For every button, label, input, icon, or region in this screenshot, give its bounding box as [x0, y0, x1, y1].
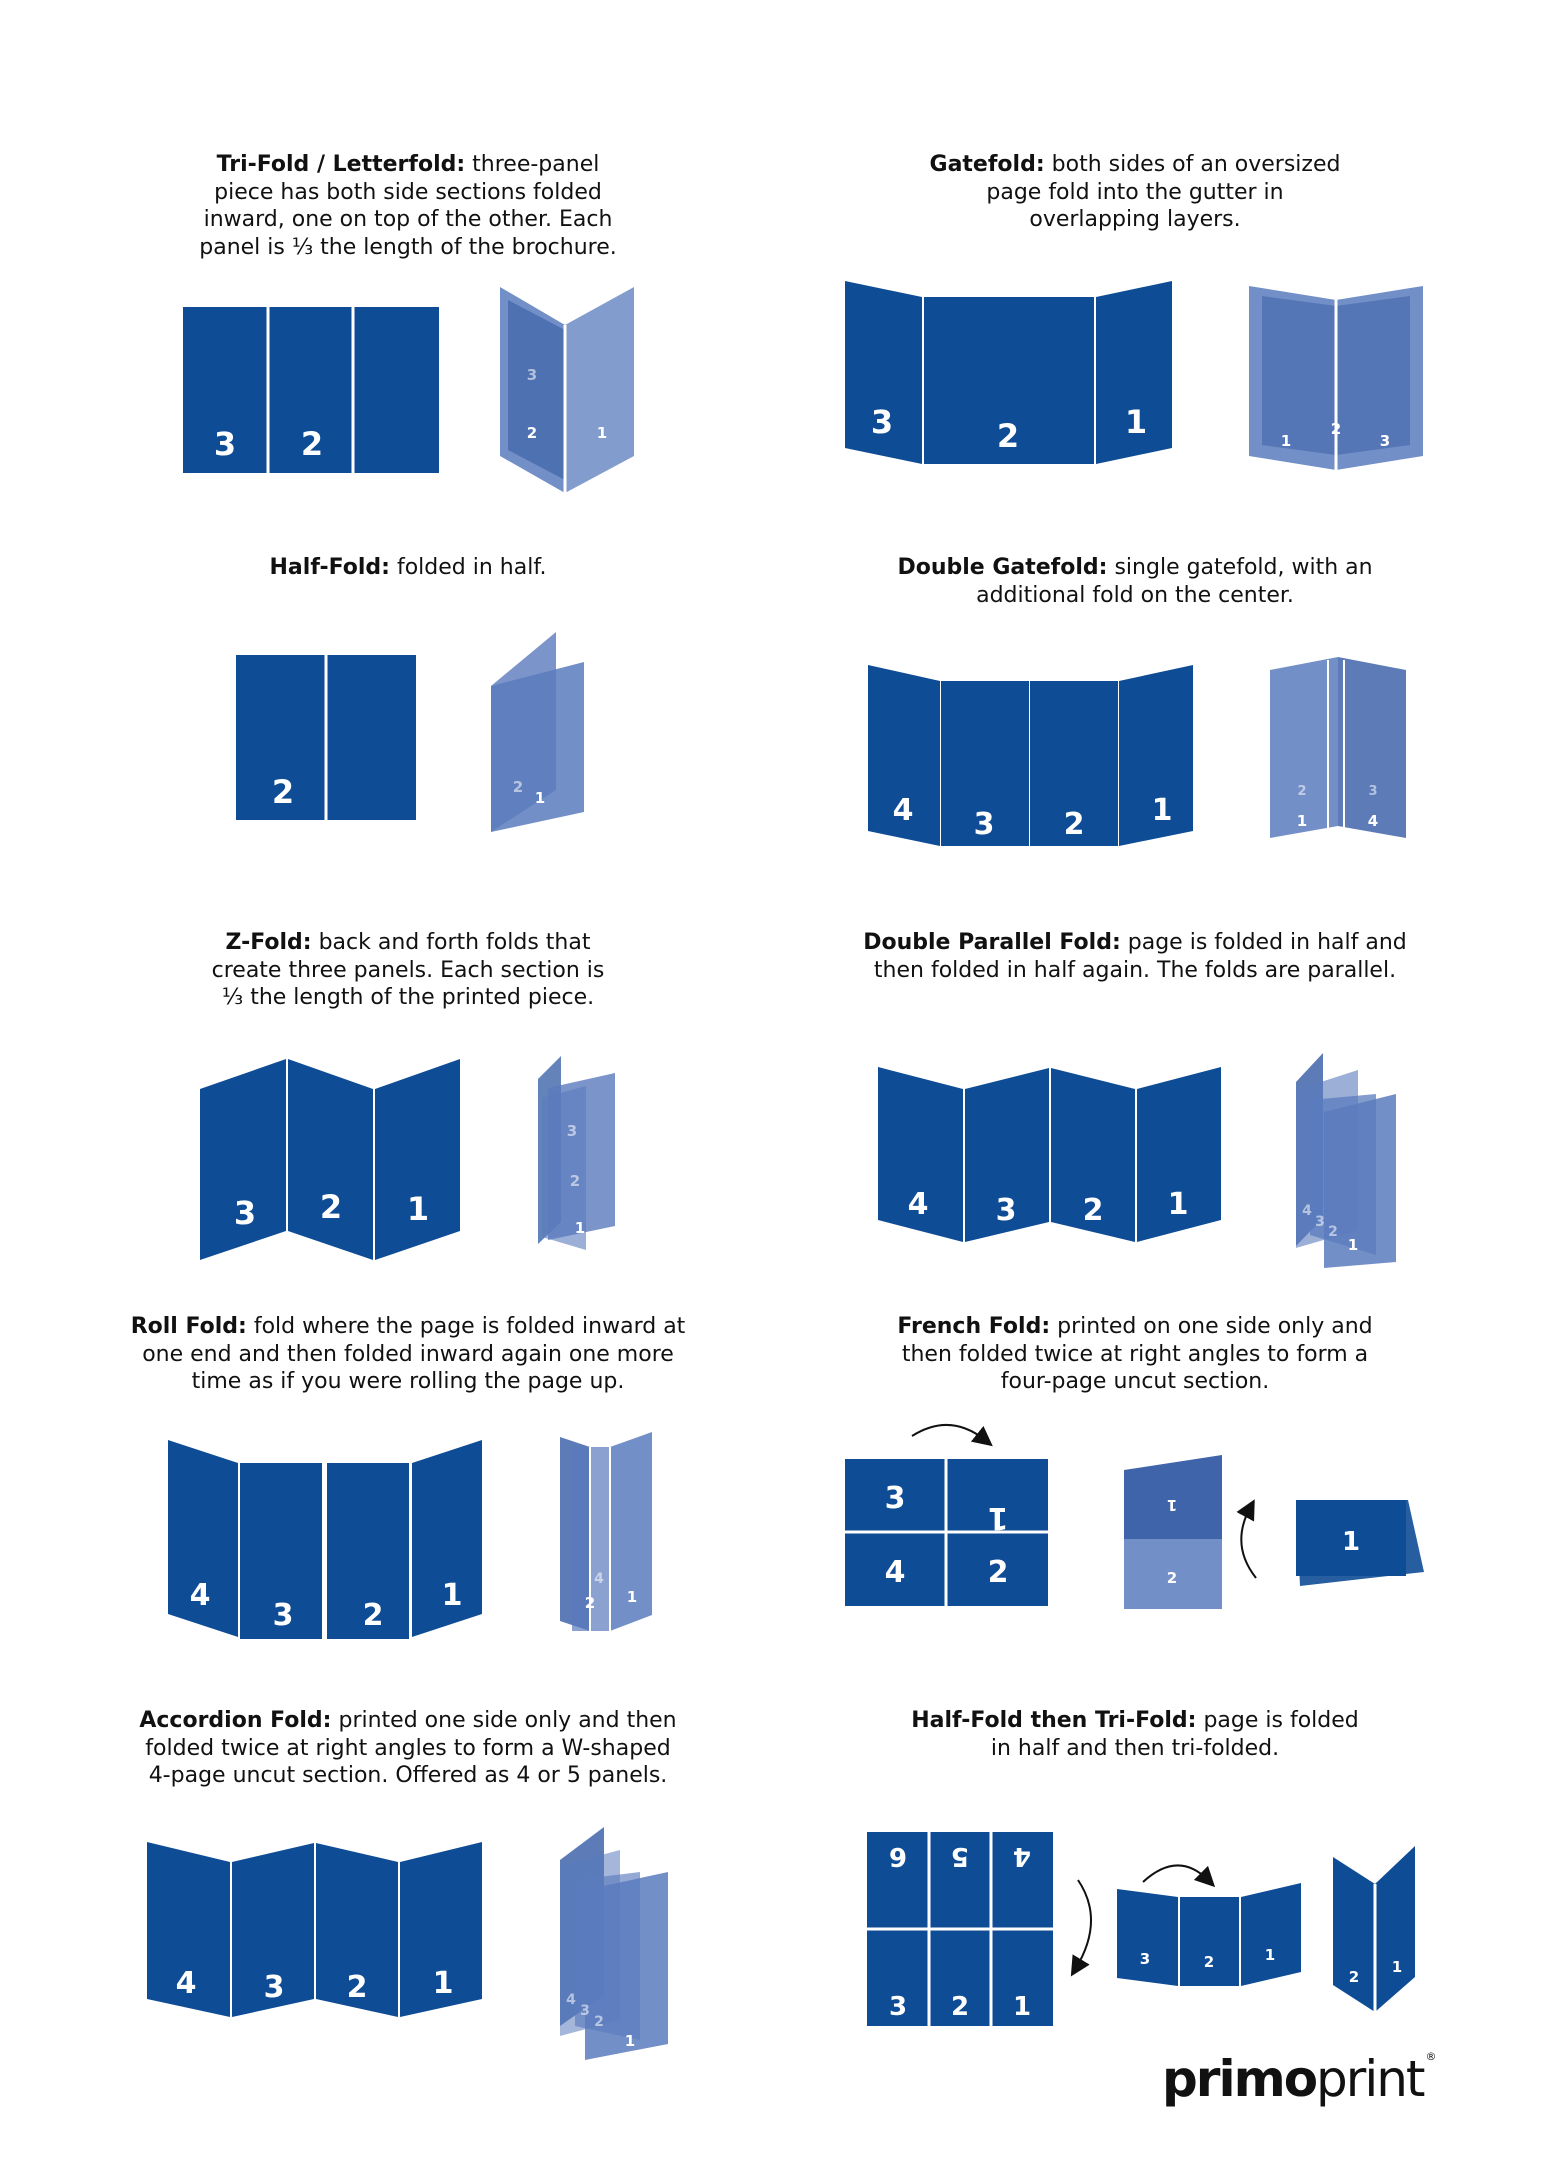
caption-text: three-panel: [472, 152, 600, 177]
panel-number: 1: [534, 789, 546, 807]
panel-number: 4: [907, 1187, 929, 1222]
panel-number: 4: [884, 1555, 906, 1590]
half-fold-folded-diagram: [491, 632, 584, 832]
panel-number: 3: [995, 1193, 1017, 1228]
caption-text: printed on one side only and: [1057, 1314, 1373, 1339]
panel-number: 2: [569, 1172, 581, 1190]
panel-number: 3: [263, 1970, 285, 2005]
caption-text: piece has both side sections folded: [214, 179, 602, 205]
panel-number: 2: [346, 1970, 368, 2005]
panel-number: 2: [1297, 784, 1307, 799]
panel-number: 1: [1280, 432, 1292, 450]
caption-text: create three panels. Each section is: [211, 957, 605, 983]
curved-arrow-icon: [1143, 1865, 1208, 1882]
curved-arrow-icon: [1241, 1508, 1256, 1578]
panel-number: 1: [1347, 1236, 1359, 1254]
panel-number: 3: [973, 807, 995, 842]
panel-number: 2: [1063, 807, 1085, 842]
half-then-tri-final-diagram: [1333, 1846, 1415, 2012]
panel-number: 2: [584, 1594, 596, 1612]
panel-number: 2: [512, 778, 524, 796]
panel-number: 2: [1348, 1968, 1360, 1986]
panel-number: 3: [213, 425, 237, 463]
panel-number: 3: [526, 366, 538, 384]
panel-number: 1: [1296, 812, 1308, 830]
caption-text: both sides of an oversized: [1051, 152, 1341, 177]
panel-number: 4: [1302, 1203, 1312, 1219]
caption-title: Double Parallel Fold:: [863, 930, 1121, 955]
logo-part-primo: primo: [1162, 2050, 1317, 2108]
roll-fold-folded-diagram: [560, 1432, 652, 1631]
caption-text: one end and then folded inward again one more: [142, 1341, 674, 1367]
panel-number: 4: [1012, 1841, 1032, 1871]
panel-number: 3: [1139, 1950, 1151, 1968]
caption-text: 4-page uncut section. Offered as 4 or 5 panels.: [148, 1763, 668, 1788]
french-fold-flat-diagram: [845, 1425, 1048, 1606]
panel-number: 2: [1166, 1569, 1178, 1587]
panel-number: 3: [1315, 1214, 1325, 1230]
caption-text: then folded in half again. The folds are parallel.: [873, 957, 1397, 983]
panel-number: 2: [1330, 420, 1342, 438]
panel-number: 2: [271, 773, 295, 811]
z-fold-flat-diagram: [200, 1059, 460, 1260]
panel-number: 3: [870, 403, 894, 441]
panel-number: 1: [1124, 403, 1148, 441]
caption-text: four-page uncut section.: [1000, 1369, 1270, 1394]
panel-number: 2: [996, 417, 1020, 455]
french-fold-mid-diagram: [1124, 1455, 1256, 1609]
panel-number: 1: [1166, 1496, 1178, 1514]
caption-title: Half-Fold:: [269, 555, 390, 580]
caption-text: page is folded in half and: [1127, 930, 1407, 955]
accordion-fold-folded-diagram: [560, 1827, 668, 2060]
panel-number: 1: [1151, 793, 1173, 828]
panel-number: 2: [950, 1992, 970, 2022]
panel-number: 3: [1379, 432, 1391, 450]
caption-title: Tri-Fold / Letterfold:: [216, 152, 466, 177]
caption-title: French Fold:: [897, 1314, 1051, 1339]
z-fold-folded-diagram: [538, 1056, 615, 1250]
caption-text: ⅓ the length of the printed piece.: [221, 985, 595, 1010]
panel-number: 1: [406, 1190, 430, 1228]
caption-title: Accordion Fold:: [139, 1708, 332, 1733]
panel-number: 2: [1328, 1224, 1338, 1240]
caption-text: single gatefold, with an: [1114, 555, 1373, 580]
caption-text: overlapping layers.: [1029, 207, 1241, 232]
panel-number: 4: [566, 1992, 576, 2008]
double-parallel-folded-diagram: [1296, 1053, 1396, 1268]
gatefold-folded-diagram: [1249, 286, 1423, 470]
panel-number: 3: [888, 1992, 908, 2022]
primoprint-logo: [1162, 2050, 1435, 2110]
caption-text: inward, one on top of the other. Each: [203, 207, 613, 232]
panel-number: 4: [594, 1571, 604, 1587]
caption-title: Half-Fold then Tri-Fold:: [911, 1708, 1197, 1733]
panel-number: 4: [189, 1578, 211, 1613]
registered-mark: ®: [1425, 2050, 1435, 2063]
caption-title: Gatefold:: [929, 152, 1045, 177]
caption-text: then folded twice at right angles to form a: [901, 1341, 1369, 1367]
panel-number: 3: [272, 1598, 294, 1633]
panel-number: 3: [580, 2003, 590, 2019]
french-fold-final-diagram: [1296, 1500, 1424, 1586]
panel-number: 4: [1367, 812, 1379, 830]
panel-number: 2: [1203, 1953, 1215, 1971]
double-parallel-flat-diagram: [878, 1067, 1221, 1242]
panel-number: 2: [526, 424, 538, 442]
half-fold-flat-diagram: [236, 655, 416, 820]
caption-text: folded twice at right angles to form a W-shaped: [145, 1735, 671, 1761]
panel-number: 1: [596, 424, 608, 442]
panel-number: 2: [319, 1188, 343, 1226]
panel-number: 1: [1167, 1187, 1189, 1222]
panel-number: 1: [1391, 1958, 1403, 1976]
half-then-tri-flat-diagram: [867, 1832, 1091, 2026]
panel-number: 2: [594, 2014, 604, 2030]
caption-text: page fold into the gutter in: [986, 179, 1284, 205]
caption-text: printed one side only and then: [338, 1708, 677, 1733]
caption-text: panel is ⅓ the length of the brochure.: [199, 234, 617, 260]
panel-number: 3: [1368, 784, 1378, 799]
panel-number: 2: [987, 1555, 1009, 1590]
gatefold-flat-diagram: [845, 281, 1172, 464]
panel-number: 4: [892, 793, 914, 828]
panel-number: 5: [950, 1841, 970, 1871]
panel-number: 6: [888, 1841, 908, 1871]
curved-arrow-icon: [912, 1425, 985, 1440]
panel-number: 1: [624, 2032, 636, 2050]
panel-number: 1: [987, 1500, 1009, 1535]
panel-number: 4: [175, 1966, 197, 2001]
accordion-fold-flat-diagram: [147, 1842, 482, 2017]
panel-number: 1: [1012, 1992, 1032, 2022]
double-gatefold-folded-diagram: [1270, 657, 1406, 838]
logo-part-print: print: [1316, 2050, 1424, 2108]
caption-text: fold where the page is folded inward at: [253, 1314, 686, 1339]
caption-text: time as if you were rolling the page up.: [191, 1369, 625, 1394]
panel-number: 1: [432, 1966, 454, 2001]
panel-number: 3: [884, 1481, 906, 1516]
panel-number: 1: [574, 1219, 586, 1237]
panel-number: 2: [362, 1598, 384, 1633]
curved-arrow-icon: [1076, 1880, 1091, 1968]
double-gatefold-flat-diagram: [868, 665, 1193, 846]
panel-number: 1: [441, 1578, 463, 1613]
panel-number: 2: [1082, 1193, 1104, 1228]
panel-number: 3: [233, 1194, 257, 1232]
panel-number: 1: [626, 1588, 638, 1606]
caption-text: in half and then tri-folded.: [990, 1735, 1280, 1761]
caption-text: back and forth folds that: [318, 930, 591, 955]
panel-number: 1: [1341, 1527, 1361, 1557]
caption-text: page is folded: [1203, 1708, 1359, 1733]
tri-fold-flat-diagram: [183, 307, 439, 473]
roll-fold-flat-diagram: [168, 1440, 482, 1639]
caption-title: Z-Fold:: [225, 930, 312, 955]
half-then-tri-mid-diagram: [1117, 1865, 1301, 1986]
caption-text: folded in half.: [396, 555, 547, 580]
panel-number: 3: [566, 1122, 578, 1140]
panel-number: 1: [1264, 1946, 1276, 1964]
panel-number: 2: [300, 425, 324, 463]
tri-fold-folded-diagram: [500, 287, 634, 493]
caption-text: additional fold on the center.: [976, 582, 1294, 608]
caption-title: Double Gatefold:: [897, 555, 1108, 580]
caption-title: Roll Fold:: [130, 1314, 247, 1339]
